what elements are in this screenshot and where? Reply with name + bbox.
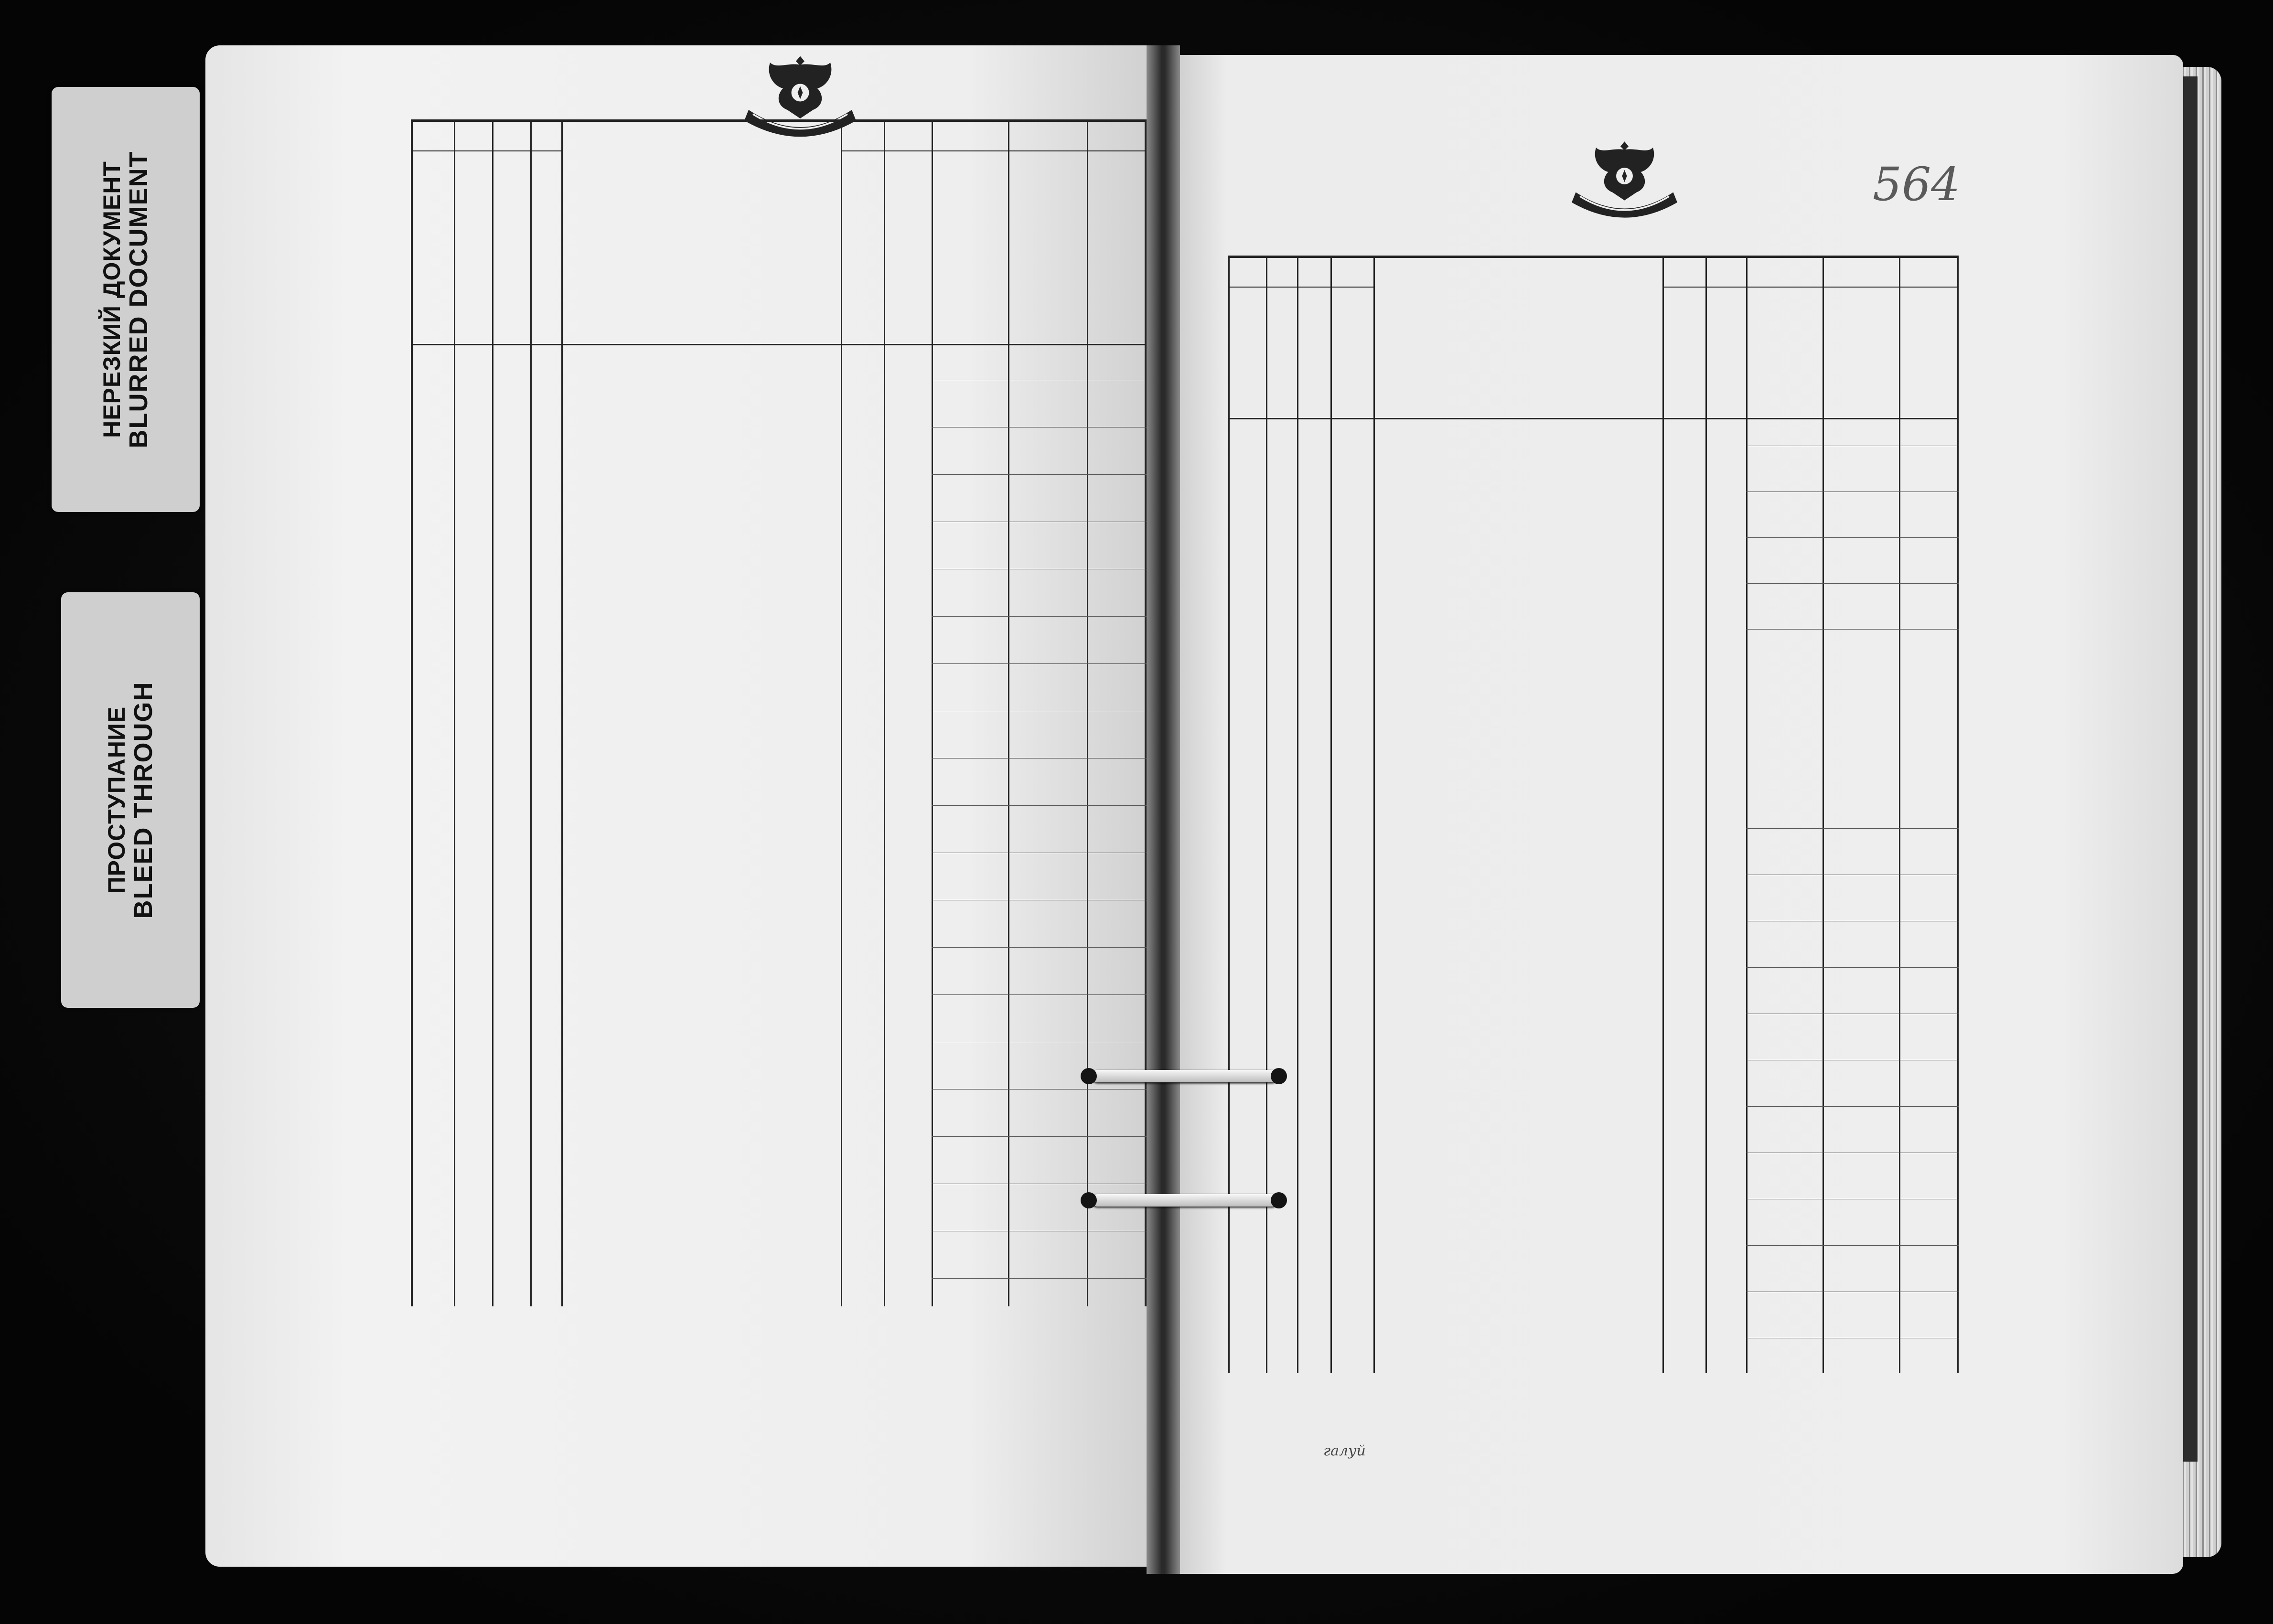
column-rule-8 [1899, 256, 1900, 1373]
table-left-rule [411, 119, 413, 1306]
action-row-rule [1746, 828, 1959, 829]
column-rule-5 [884, 119, 885, 1306]
column-rule-2 [1330, 256, 1332, 1373]
stitch-knot-lower-left [1081, 1192, 1097, 1208]
subheader-rule-number [411, 150, 561, 151]
header-bottom-rule [1228, 418, 1959, 419]
column-rule-4 [1662, 256, 1664, 1373]
table-right-rule [1957, 256, 1959, 1373]
action-row-rule [1746, 967, 1959, 968]
action-row-rule [1746, 1106, 1959, 1107]
column-rule-0 [454, 119, 455, 1306]
subheader-rule-age [841, 150, 1147, 151]
action-row-rule [1746, 537, 1959, 538]
column-rule-7 [1008, 119, 1009, 1306]
action-row-rule [932, 1278, 1147, 1279]
bleed-through-tab [61, 592, 200, 1008]
action-row-rule [932, 616, 1147, 617]
column-rule-8 [1087, 119, 1088, 1306]
header-rule [1228, 256, 1959, 257]
stitch-knot-lower-right [1271, 1192, 1287, 1208]
blurred-document-tab [52, 87, 200, 512]
blurred-label-ru: НЕРЕЗКИЙ ДОКУМЕНТ [98, 161, 125, 438]
header-bottom-rule [411, 344, 1147, 345]
column-rule-3 [1373, 256, 1375, 1373]
bleed-label-en: BLEED THROUGH [129, 681, 158, 919]
column-rule-6 [932, 119, 933, 1306]
header-rule [411, 119, 1147, 121]
action-row-rule [1746, 629, 1959, 630]
footer-mark: галуй [1323, 1442, 1366, 1459]
book-gutter [1147, 45, 1180, 1574]
stitch-knot-upper-right [1271, 1068, 1287, 1084]
action-row-rule [1746, 583, 1959, 584]
double-headed-eagle-icon [1564, 131, 1685, 225]
action-row-rule [932, 474, 1147, 475]
binding-stitch-lower [1092, 1194, 1278, 1207]
right-page [1166, 55, 2183, 1574]
action-row-rule [932, 994, 1147, 995]
left-page [205, 45, 1158, 1567]
column-rule-4 [841, 119, 842, 1306]
action-row-rule [932, 1089, 1147, 1090]
binding-stitch-upper [1092, 1070, 1278, 1082]
action-row-rule [932, 663, 1147, 664]
subheader-rule-number [1228, 287, 1373, 288]
column-rule-1 [1297, 256, 1298, 1373]
blurred-document-label [99, 151, 152, 449]
subheader-rule-age [1662, 287, 1959, 288]
column-rule-3 [561, 119, 563, 1306]
bleed-through-label [104, 682, 157, 919]
action-row-rule [1746, 491, 1959, 492]
column-rule-5 [1705, 256, 1707, 1373]
action-row-rule [932, 758, 1147, 759]
column-rule-6 [1746, 256, 1748, 1373]
action-row-rule [932, 805, 1147, 806]
action-row-rule [932, 947, 1147, 948]
column-rule-1 [492, 119, 493, 1306]
blurred-label-en: BLURRED DOCUMENT [124, 150, 153, 449]
column-rule-7 [1823, 256, 1824, 1373]
action-row-rule [932, 1136, 1147, 1137]
bleed-label-ru: ПРОСТУПАНИЕ [103, 706, 130, 894]
double-headed-eagle-icon [736, 45, 865, 144]
stitch-knot-upper-left [1081, 1068, 1097, 1084]
action-row-rule [1746, 1245, 1959, 1246]
folio-number: 564 [1873, 158, 1961, 211]
column-rule-2 [530, 119, 532, 1306]
